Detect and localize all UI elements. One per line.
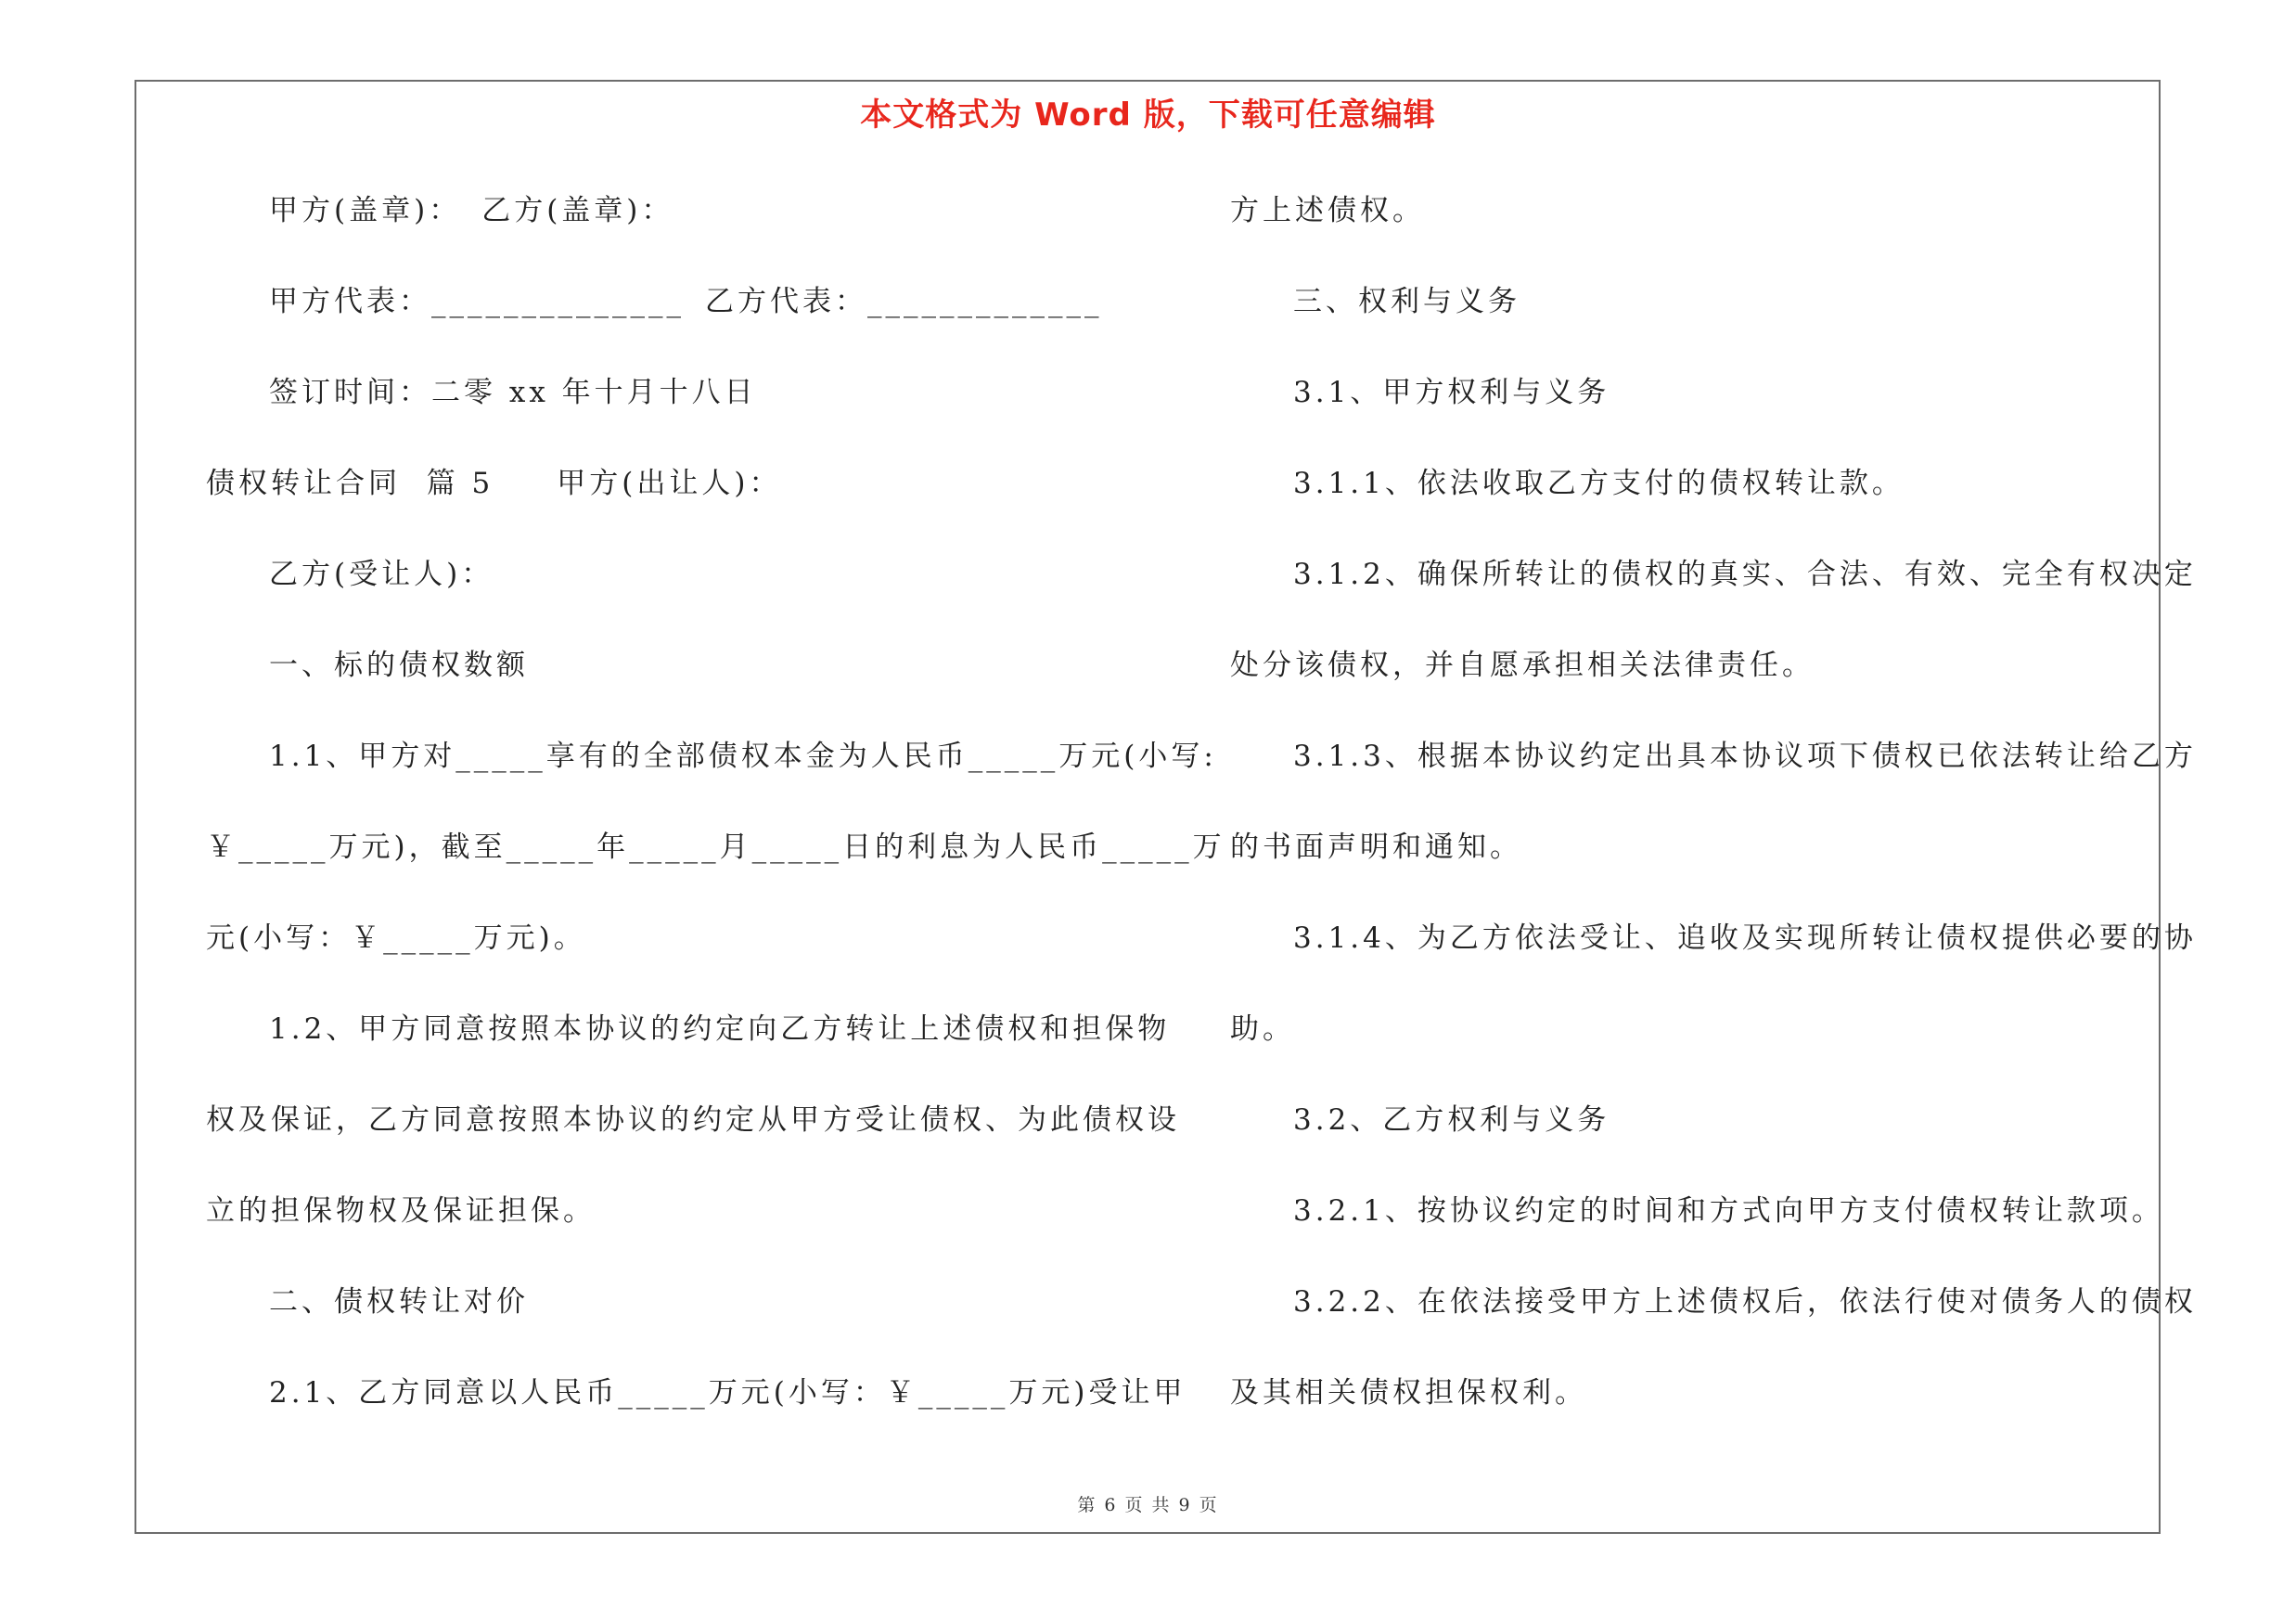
section-2-heading: 二、债权转让对价 (269, 1285, 529, 1319)
continuation-line: 方上述债权。 (1230, 194, 1425, 227)
clause-3-2-2-line: 3.2.2、在依法接受甲方上述债权后，依法行使对债务人的债权 (1293, 1285, 2197, 1319)
signature-seals-line (206, 184, 1134, 275)
clause-3-1-3-line: 3.1.3、根据本协议约定出具本协议项下债权已依法转让给乙方 (1293, 740, 2197, 773)
party-a-transferor: 甲方(出让人)： (557, 467, 782, 500)
clause-1-1-line: 元(小写：￥_____万元)。 (206, 921, 586, 955)
section-3-heading: 三、权利与义务 (1293, 285, 1520, 318)
format-notice-banner: 本文格式为 Word 版，下载可任意编辑 (860, 97, 1436, 134)
clause-1-1-line: 1.1、甲方对_____享有的全部债权本金为人民币_____万元(小写: (269, 740, 1217, 773)
party-b-representative: 乙方代表：_____________ (705, 285, 1103, 318)
clause-3-1-heading: 3.1、甲方权利与义务 (1293, 376, 1610, 409)
clause-1-1-line: ￥_____万元)，截至_____年_____月_____日的利息为人民币_____万 (206, 831, 1225, 864)
clause-3-2-1: 3.2.1、按协议约定的时间和方式向甲方支付债权转让款项。 (1293, 1194, 2164, 1228)
clause-3-1-2-line: 处分该债权，并自愿承担相关法律责任。 (1230, 649, 1815, 682)
page-number: 第 6 页 共 9 页 (1077, 1495, 1219, 1515)
clause-3-2-heading: 3.2、乙方权利与义务 (1293, 1103, 1610, 1137)
right-column (1230, 184, 2197, 1457)
contract-title-line (206, 457, 1134, 547)
party-a-representative: 甲方代表：______________ (269, 285, 685, 318)
signing-date: 签订时间：二零 xx 年十月十八日 (269, 376, 757, 409)
clause-3-1-4-line: 3.1.4、为乙方依法受让、追收及实现所转让债权提供必要的协 (1293, 921, 2197, 955)
clause-2-1-line: 2.1、乙方同意以人民币_____万元(小写：￥_____万元)受让甲 (269, 1376, 1186, 1410)
section-1-heading: 一、标的债权数额 (269, 649, 529, 682)
party-a-seal: 甲方(盖章)： (269, 194, 462, 227)
contract-title: 债权转让合同 篇 5 (206, 467, 494, 500)
clause-1-2-line: 权及保证，乙方同意按照本协议的约定从甲方受让债权、为此债权设 (206, 1103, 1180, 1137)
representatives-line (206, 275, 1134, 366)
clause-1-2-line: 1.2、甲方同意按照本协议的约定向乙方转让上述债权和担保物 (269, 1012, 1171, 1046)
party-b-transferee: 乙方(受让人)： (269, 558, 494, 591)
clause-1-2-line: 立的担保物权及保证担保。 (206, 1194, 596, 1228)
clause-3-1-3-line: 的书面声明和通知。 (1230, 831, 1522, 864)
clause-3-1-2-line: 3.1.2、确保所转让的债权的真实、合法、有效、完全有权决定 (1293, 558, 2197, 591)
clause-3-1-1: 3.1.1、依法收取乙方支付的债权转让款。 (1293, 467, 1905, 500)
clause-3-1-4-line: 助。 (1230, 1012, 1295, 1046)
clause-3-2-2-line: 及其相关债权担保权利。 (1230, 1376, 1587, 1410)
left-column (206, 184, 1225, 1457)
party-b-seal: 乙方(盖章)： (481, 194, 674, 227)
